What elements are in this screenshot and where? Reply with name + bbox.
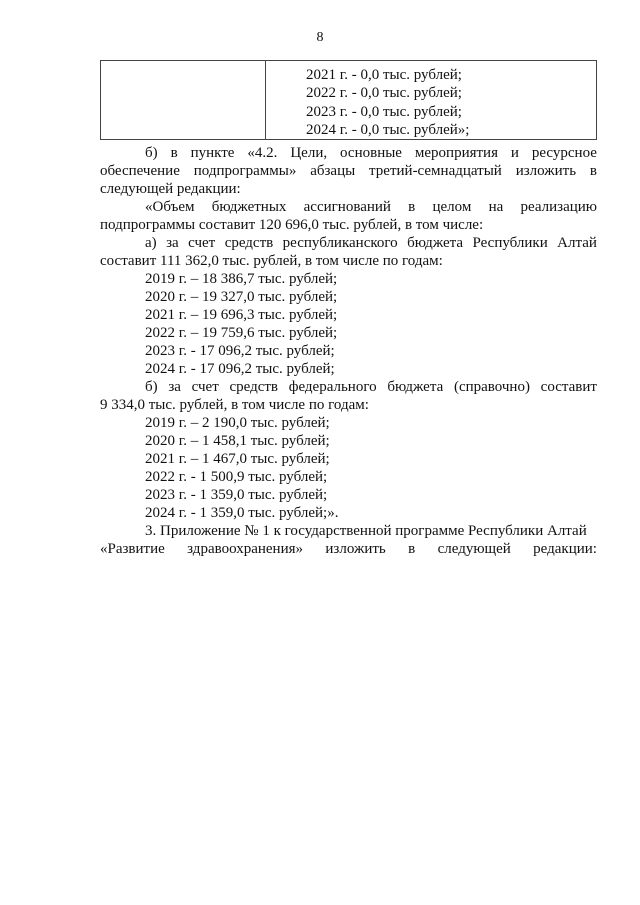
word: ассигнований	[303, 199, 391, 215]
regional-line-1	[145, 234, 597, 252]
word: (справочно)	[453, 379, 530, 395]
appendix-line-1: 3. Приложение № 1 к государственной программе Республики Алтай	[145, 523, 587, 539]
word: изложить	[325, 541, 386, 557]
federal-year-line: 2022 г. - 1 500,9 тыс. рублей;	[145, 469, 328, 485]
table-line: 2023 г. - 0,0 тыс. рублей;	[306, 103, 462, 120]
table-line: 2024 г. - 0,0 тыс. рублей»;	[306, 121, 470, 138]
word: б)	[145, 145, 158, 161]
word: средств	[224, 235, 274, 251]
funding-table-fragment	[100, 60, 597, 140]
word: следующей	[437, 541, 511, 557]
word: мероприятия	[414, 145, 498, 161]
word: бюджета	[407, 235, 464, 251]
word: за	[168, 379, 181, 395]
regional-year-line: 2021 г. – 19 696,3 тыс. рублей;	[145, 307, 338, 323]
word: счет	[191, 379, 219, 395]
volume-line-1	[145, 198, 597, 216]
federal-year-line: 2020 г. – 1 458,1 тыс. рублей;	[145, 433, 330, 449]
item-b-continuation: обеспечение подпрограммы» абзацы третий-семнадцатый изложить в следующей редакции:	[100, 163, 597, 198]
table-column-divider	[265, 61, 266, 139]
word: б)	[145, 379, 158, 395]
federal-continuation: 9 334,0 тыс. рублей, в том числе по годам:	[100, 397, 369, 413]
federal-line-1	[145, 378, 597, 396]
word: ресурсное	[531, 145, 597, 161]
word: пункте	[190, 145, 235, 161]
word: на	[488, 199, 504, 215]
regional-year-line: 2024 г. - 17 096,2 тыс. рублей;	[145, 361, 335, 377]
word: целом	[432, 199, 472, 215]
word: в	[408, 199, 416, 215]
appendix-line-2	[100, 540, 597, 558]
word: средств	[229, 379, 279, 395]
word: основные	[340, 145, 402, 161]
federal-year-line: 2021 г. – 1 467,0 тыс. рублей;	[145, 451, 330, 467]
word: реализацию	[520, 199, 597, 215]
word: за	[166, 235, 179, 251]
word: республиканского	[282, 235, 398, 251]
item-b-line-1	[145, 144, 597, 162]
federal-year-line: 2023 г. - 1 359,0 тыс. рублей;	[145, 487, 328, 503]
federal-year-line: 2024 г. - 1 359,0 тыс. рублей;».	[145, 505, 339, 521]
page-number: 8	[316, 30, 324, 45]
table-line: 2021 г. - 0,0 тыс. рублей;	[306, 67, 462, 83]
word: бюджета	[387, 379, 444, 395]
word: «4.2.	[247, 145, 278, 161]
volume-continuation: подпрограммы составит 120 696,0 тыс. рублей, в том числе:	[100, 217, 484, 233]
word: Республики	[472, 235, 548, 251]
word: «Развитие	[100, 541, 165, 557]
word: счет	[188, 235, 216, 251]
word: здравоохранения»	[187, 541, 304, 557]
regional-year-line: 2022 г. – 19 759,6 тыс. рублей;	[145, 325, 338, 341]
table-line: 2022 г. - 0,0 тыс. рублей;	[306, 85, 462, 102]
regional-year-line: 2019 г. – 18 386,7 тыс. рублей;	[145, 271, 338, 287]
word: федерального	[288, 379, 377, 395]
word: «Объем	[145, 199, 195, 215]
word: и	[510, 145, 519, 161]
table-cell-funding-years	[306, 66, 469, 139]
word: составит	[540, 379, 597, 395]
word: в	[408, 541, 416, 557]
word: бюджетных	[211, 199, 287, 215]
regional-year-line: 2020 г. – 19 327,0 тыс. рублей;	[145, 289, 338, 305]
regional-year-line: 2023 г. - 17 096,2 тыс. рублей;	[145, 343, 335, 359]
word: а)	[145, 235, 157, 251]
regional-continuation: составит 111 362,0 тыс. рублей, в том числе по годам:	[100, 253, 443, 269]
federal-year-line: 2019 г. – 2 190,0 тыс. рублей;	[145, 415, 330, 431]
word: в	[170, 145, 178, 161]
word: редакции:	[533, 541, 597, 557]
word: Алтай	[557, 235, 597, 251]
word: Цели,	[290, 145, 328, 161]
